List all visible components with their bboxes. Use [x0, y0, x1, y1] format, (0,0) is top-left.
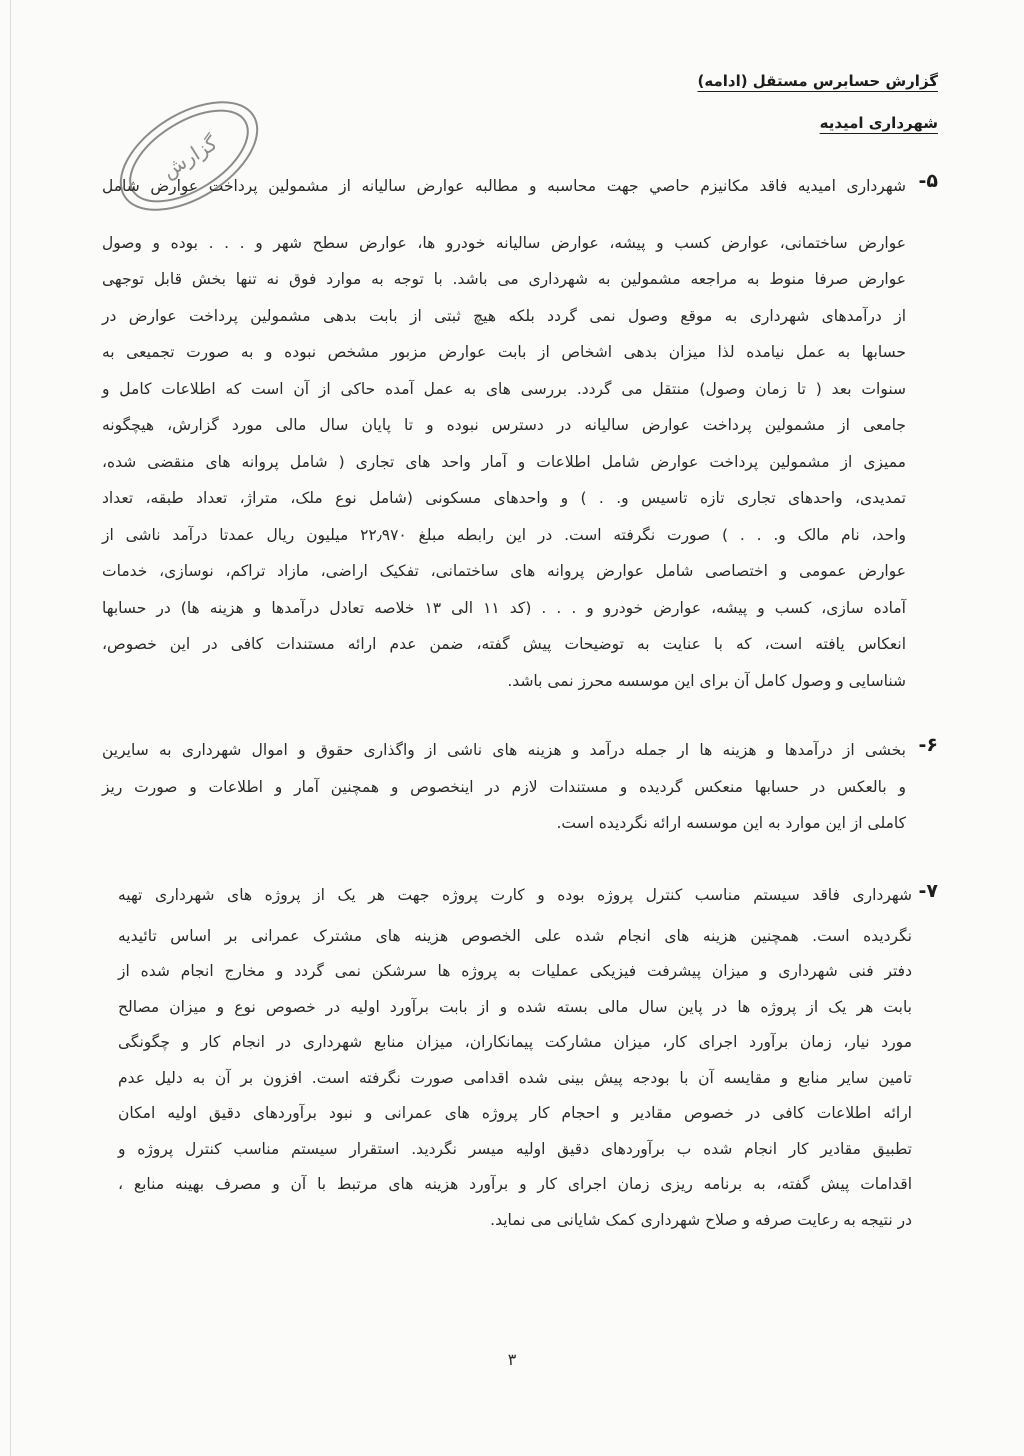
text-line: جامعی از مشمولین پرداخت عوارض سالیانه در دسترس نبوده و تا پایان سال مالی مورد گزارش، هیچگونه	[102, 416, 906, 434]
text-line: ارائه اطلاعات کافی در خصوص مقادیر و احجام کار پروژه های عمرانی و نبود برآوردهای دقیق اولیه امکان	[118, 1104, 912, 1122]
text-line: تامین سایر منابع و مقایسه آن با بودجه پیش بینی شده اقدامی صورت نگرفته است. افزون بر آن به دلیل عدم	[118, 1068, 912, 1087]
text-line: تمدیدی، واحدهای تجاری تازه تاسیس و. . ) و واحدهای مسکونی (شامل نوع ملک، متراژ، تعداد طبقه، تعداد	[102, 489, 906, 507]
report-title: گزارش حسابرس مستقل (ادامه)	[697, 72, 938, 90]
text-line: حسابها به عمل نیامده لذا میزان بدهی اشخاص از بابت عوارض مزبور مشخص نبوده و به صورت تجمیعی به	[102, 343, 906, 361]
text-line: آماده سازی، کسب و پیشه، عوارض خودرو و . . . (کد ۱۱ الی ۱۳ خلاصه تعادل درآمدها و هزینه ها) در حسابها	[102, 598, 906, 617]
text-line: بابت هر یک از پروژه ها در پاین سال مالی بسته شده و از بابت برآورد اولیه در خصوص نوع و میزان مصالح	[118, 997, 912, 1016]
municipality-title: شهرداری امیدیه	[819, 114, 938, 132]
text-line: نگردیده است. همچنین هزینه های انجام شده علی الخصوص هزینه های مشترک عمرانی بر اساس تائیدیه	[118, 926, 912, 945]
scan-edge	[10, 0, 11, 1456]
text-line: ممیزی از مشمولین پرداخت عوارض شامل اطلاعات و آمار واحد های تجاری ( شامل پروانه های منقضی شده،	[102, 452, 906, 471]
text-line: اقدامات پیش گفته، به برنامه ریزی زمان اجرای کار و برآورد هزینه های مرتبط با آن و مصرف بهینه منابع ،	[118, 1175, 912, 1193]
text-line: تطبیق مقادیر کار انجام شده ب برآوردهای دقیق اولیه میسر نگردید. استقرار سیستم مناسب کنترل پروژه و	[118, 1139, 912, 1158]
paragraph-7	[118, 878, 912, 1238]
page-number: ۳	[507, 1350, 517, 1369]
paragraph-6	[102, 732, 906, 842]
stamp-text: گزارش	[157, 130, 222, 183]
text-line: و بالعکس در حسابها منعکس گردیده و مستندات لازم در اینخصوص و همچنین آمار و اطلاعات و صورت ریز	[102, 777, 906, 796]
text-line: سنوات بعد ( تا زمان وصول) منتقل می گردد. بررسی های به عمل آمده حاکی از آن است که اطلاعات کامل و	[102, 379, 906, 398]
text-line: مورد نیار، زمان برآورد اجرای کار، میزان مشارکت پیمانکاران، میزان منابع شهرداری در انجام کار و چگونگی	[118, 1033, 912, 1051]
text-line: شهرداری فاقد سیستم مناسب کنترل پروژه بوده و کارت پروژه جهت هر یک از پروژه های شهرداری تهیه	[118, 886, 912, 904]
paragraph-number: ۶-	[918, 734, 938, 756]
text-line: از درآمدهای شهرداری به موقع وصول نمی گردد بلکه هیچ ثبتی از بابت بدهی مشمولین پرداخت عوارض در	[102, 306, 906, 325]
text-line: در نتیجه به رعایت صرفه و صلاح شهرداری کمک شایانی می نماید.	[490, 1210, 912, 1229]
text-line: کاملی از این موارد به این موسسه ارائه نگردیده است.	[556, 814, 906, 832]
text-line: شهرداری امیدیه فاقد مکانیزم حاصي جهت محاسبه و مطالبه عوارض سالیانه از مشمولین پرداخت عوارض شامل	[102, 177, 906, 195]
paragraph-number: ۵-	[918, 170, 938, 192]
paragraph-number: ۷-	[918, 880, 938, 902]
text-line: شناسایی و وصول کامل آن برای این موسسه محرز نمی باشد.	[507, 671, 906, 690]
text-line: عوارض عمومی و اختصاصی شامل عوارض پروانه های ساختمانی، تفکیک اراضی، مازاد تراکم، نوسازی، خدمات	[102, 562, 906, 580]
text-line: دفتر فنی شهرداری و میزان پیشرفت فیزیکی عملیات به پروژه ها سرشکن نمی گردد و مخارج انجام شده از	[118, 962, 912, 980]
text-line: عوارض ساختمانی، عوارض کسب و پیشه، عوارض سالیانه خودرو ها، عوارض سطح شهر و . . . بوده و وصول	[102, 233, 906, 252]
text-line: عوارض صرفا منوط به مراجعه مشمولین به شهرداری می باشد. با توجه به موارد فوق نه تنها بخش قابل توجهی	[102, 270, 906, 288]
paragraph-5	[102, 168, 906, 699]
text-line: بخشی از درآمدها و هزینه ها ار جمله درآمد و هزینه های ناشی از واگذاری حقوق و اموال شهرداری به سایرین	[102, 741, 906, 759]
text-line: واحد، نام مالک و. . . ) صورت نگرفته است. در این رابطه مبلغ ۲۲٫۹۷۰ میلیون ریال عمدتا درآمد ناشی از	[102, 525, 906, 544]
text-line: انعکاس یافته است، که با عنایت به توضیحات پیش گفته، ضمن عدم ارائه مستندات کافی در این خصوص،	[102, 635, 906, 653]
